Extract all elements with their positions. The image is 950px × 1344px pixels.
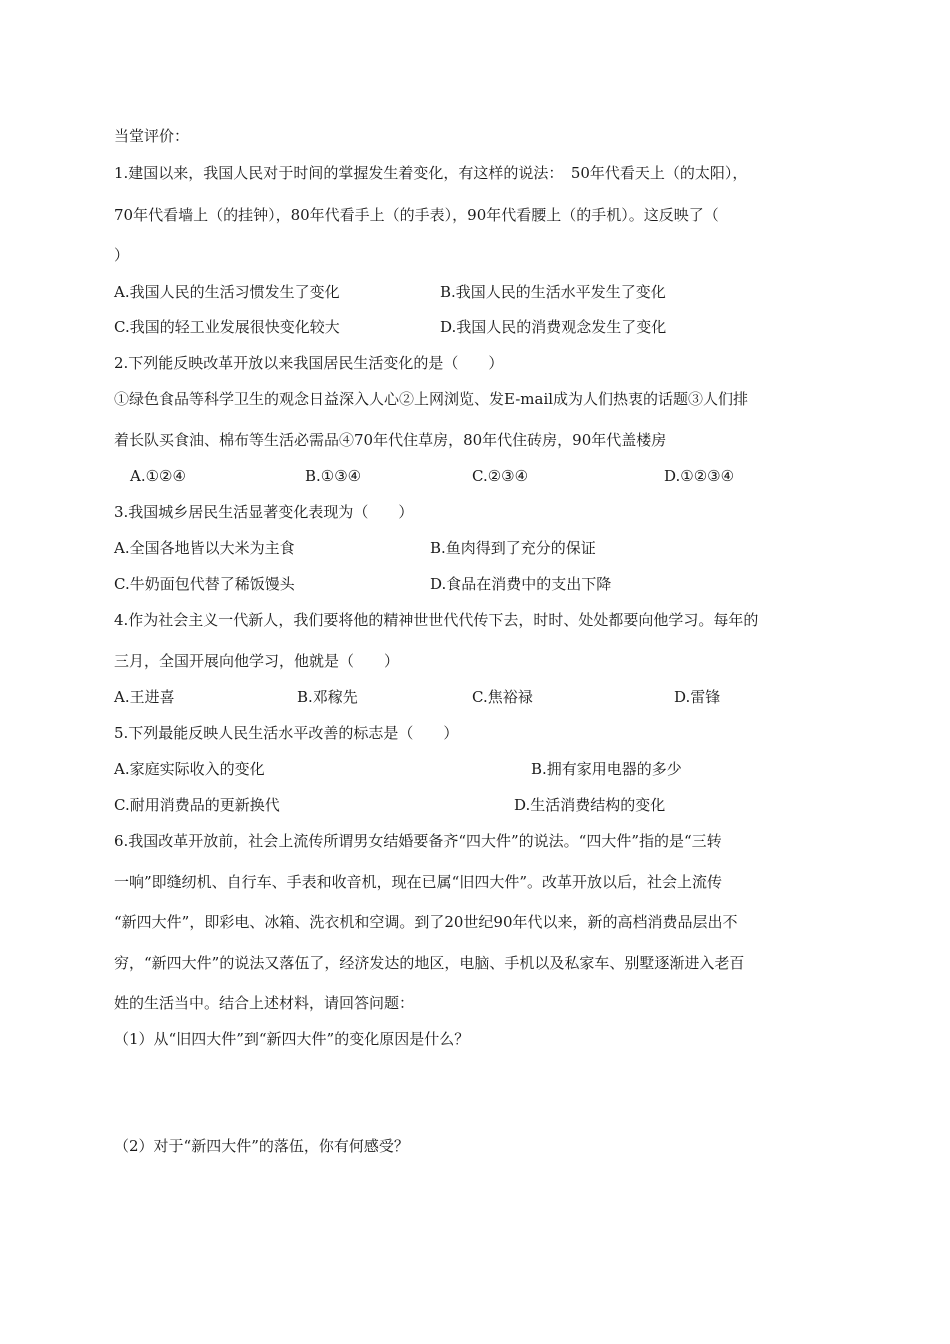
question-2-option-d: D.①②③④ — [664, 467, 735, 485]
question-3-option-b: B.鱼肉得到了充分的保证 — [430, 539, 596, 557]
question-5-option-b: B.拥有家用电器的多少 — [531, 760, 682, 778]
question-5-option-d: D.生活消费结构的变化 — [514, 796, 666, 814]
question-6-line-2: 一响”即缝纫机、自行车、手表和收音机，现在已属“旧四大件”。改革开放以后，社会上流传 — [114, 873, 723, 891]
question-2-option-b: B.①③④ — [305, 467, 362, 485]
question-4-option-b: B.邓稼先 — [297, 688, 358, 706]
question-1-option-d: D.我国人民的消费观念发生了变化 — [440, 318, 667, 336]
question-4-option-d: D.雷锋 — [674, 688, 721, 706]
question-4-line-1: 4.作为社会主义一代新人，我们要将他的精神世世代代传下去，时时、处处都要向他学习。每年的 — [114, 611, 759, 629]
question-2-option-c: C.②③④ — [472, 467, 529, 485]
question-5-option-a: A.家庭实际收入的变化 — [114, 760, 265, 778]
question-1-line-2: 70年代看墙上（的挂钟），80年代看手上（的手表），90年代看腰上（的手机）。这反映了（ — [114, 206, 719, 224]
question-4-option-a: A.王进喜 — [114, 688, 175, 706]
question-6-line-1: 6.我国改革开放前，社会上流传所谓男女结婚要备齐“四大件”的说法。“四大件”指的是“三转 — [114, 832, 722, 850]
question-3-option-d: D.食品在消费中的支出下降 — [430, 575, 612, 593]
question-3-option-a: A.全国各地皆以大米为主食 — [114, 539, 295, 557]
question-3-option-c: C.牛奶面包代替了稀饭馒头 — [114, 575, 295, 593]
question-5-line-1: 5.下列最能反映人民生活水平改善的标志是（ ） — [114, 724, 459, 742]
question-6-line-4: 穷，“新四大件”的说法又落伍了，经济发达的地区，电脑、手机以及私家车、别墅逐渐进入老百 — [114, 954, 745, 972]
question-1-line-3: ） — [114, 246, 130, 264]
question-1-option-a: A.我国人民的生活习惯发生了变化 — [114, 283, 340, 301]
question-1-option-b: B.我国人民的生活水平发生了变化 — [440, 283, 666, 301]
question-4-option-c: C.焦裕禄 — [472, 688, 533, 706]
question-2-line-3: 着长队买食油、棉布等生活必需品④70年代住草房，80年代住砖房，90年代盖楼房 — [114, 431, 667, 449]
question-6-sub-1: （1）从“旧四大件”到“新四大件”的变化原因是什么？ — [114, 1030, 470, 1048]
question-6-line-5: 姓的生活当中。结合上述材料，请回答问题： — [114, 994, 415, 1012]
question-4-line-2: 三月，全国开展向他学习，他就是（ ） — [114, 652, 400, 670]
question-1-option-c: C.我国的轻工业发展很快变化较大 — [114, 318, 340, 336]
question-3-line-1: 3.我国城乡居民生活显著变化表现为（ ） — [114, 503, 414, 521]
heading: 当堂评价： — [114, 127, 190, 145]
question-2-line-2: ①绿色食品等科学卫生的观念日益深入人心②上网浏览、发E-mail成为人们热衷的话题③人们排 — [114, 390, 749, 408]
question-6-line-3: “新四大件”，即彩电、冰箱、洗衣机和空调。到了20世纪90年代以来，新的高档消费品层出不 — [114, 913, 738, 931]
question-1-line-1: 1.建国以来，我国人民对于时间的掌握发生着变化，有这样的说法： 50年代看天上（的太阳）， — [114, 164, 748, 182]
question-6-sub-2: （2）对于“新四大件”的落伍，你有何感受？ — [114, 1137, 409, 1155]
question-2-option-a: A.①②④ — [130, 467, 186, 485]
question-2-line-1: 2.下列能反映改革开放以来我国居民生活变化的是（ ） — [114, 354, 504, 372]
question-5-option-c: C.耐用消费品的更新换代 — [114, 796, 280, 814]
